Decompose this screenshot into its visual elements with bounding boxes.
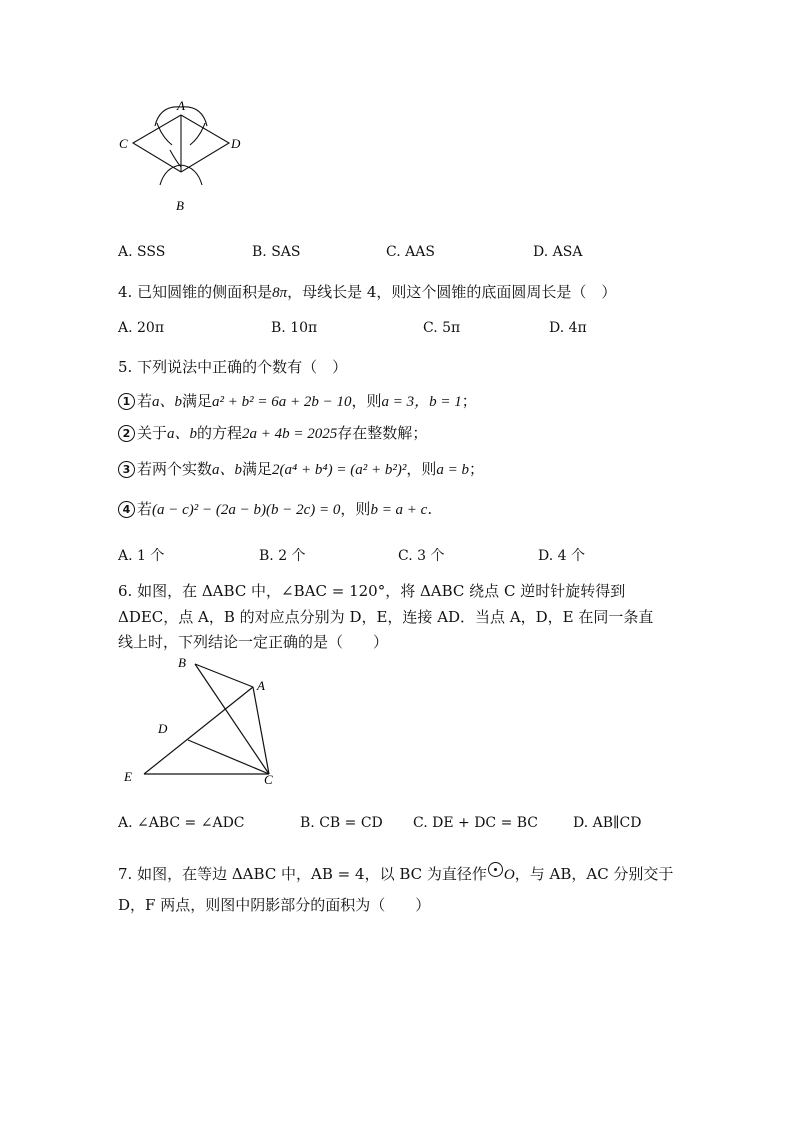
- fig6-label-C: C: [264, 772, 273, 787]
- q5-stem: 5. 下列说法中正确的个数有（ ）: [118, 358, 348, 376]
- fig1-label-C: C: [119, 136, 128, 151]
- q3-option-d: D. ASA: [533, 244, 583, 260]
- q3-option-c: C. AAS: [386, 244, 435, 260]
- fig1-label-A: A: [177, 98, 185, 113]
- fig6-label-A: A: [257, 678, 265, 693]
- q6-stem-line-1: 6. 如图，在 ΔABC 中，∠BAC = 120°，将 ΔABC 绕点 C 逆时针旋转得到: [118, 582, 626, 600]
- q6-stem-line-3: 线上时，下列结论一定正确的是（ ）: [118, 633, 389, 651]
- fig1-label-B: B: [176, 198, 184, 213]
- q4-option-b: B. 10π: [271, 320, 318, 336]
- q4-stem: 4. 已知圆锥的侧面积是8π，母线长是 4，则这个圆锥的底面圆周长是（ ）: [118, 283, 617, 301]
- fig6-label-B: B: [178, 655, 186, 670]
- q6-option-a: A. ∠ABC = ∠ADC: [118, 815, 245, 831]
- q5-item-3: 3 若两个实数a、b满足2(a⁴ + b⁴) = (a² + b²)²，则a = b；: [118, 458, 484, 481]
- q5-item-2: 2 关于a、b的方程2a + 4b = 2025存在整数解；: [118, 422, 427, 445]
- fig1-label-D: D: [231, 136, 241, 151]
- q4-option-a: A. 20π: [118, 320, 165, 336]
- q3-option-b: B. SAS: [252, 244, 301, 260]
- q5-item-4: 4 若(a − c)² − (2a − b)(b − 2c) = 0，则b = a + c.: [118, 498, 432, 521]
- q4-option-d: D. 4π: [549, 320, 587, 336]
- q7-stem-line-1: 7. 如图，在等边 ΔABC 中，AB = 4，以 BC 为直径作 O，与 AB，AC 分别交于: [118, 862, 673, 886]
- q5-option-d: D. 4 个: [538, 548, 585, 564]
- q5-option-c: C. 3 个: [398, 548, 445, 564]
- q6-option-d: D. AB∥CD: [573, 815, 642, 831]
- circle-dot-icon: [488, 862, 503, 877]
- fig6-label-E: E: [124, 769, 132, 784]
- q6-option-b: B. CB = CD: [300, 815, 383, 831]
- fig6-label-D: D: [158, 721, 168, 736]
- q6-stem-line-2: ΔDEC，点 A，B 的对应点分别为 D，E，连接 AD．当点 A，D，E 在同一条直: [118, 608, 654, 626]
- q7-stem-line-2: D，F 两点，则图中阴影部分的面积为（ ）: [118, 896, 431, 914]
- q4-option-c: C. 5π: [423, 320, 461, 336]
- q5-item-1: 1 若a、b满足a² + b² = 6a + 2b − 10，则a = 3，b = 1；: [118, 390, 477, 413]
- q5-option-a: A. 1 个: [118, 548, 165, 564]
- q3-option-a: A. SSS: [118, 244, 166, 260]
- figure-angle-bisector-construction: [110, 95, 260, 220]
- figure-rotated-triangles: [118, 650, 293, 790]
- q6-option-c: C. DE + DC = BC: [413, 815, 539, 831]
- q5-option-b: B. 2 个: [259, 548, 306, 564]
